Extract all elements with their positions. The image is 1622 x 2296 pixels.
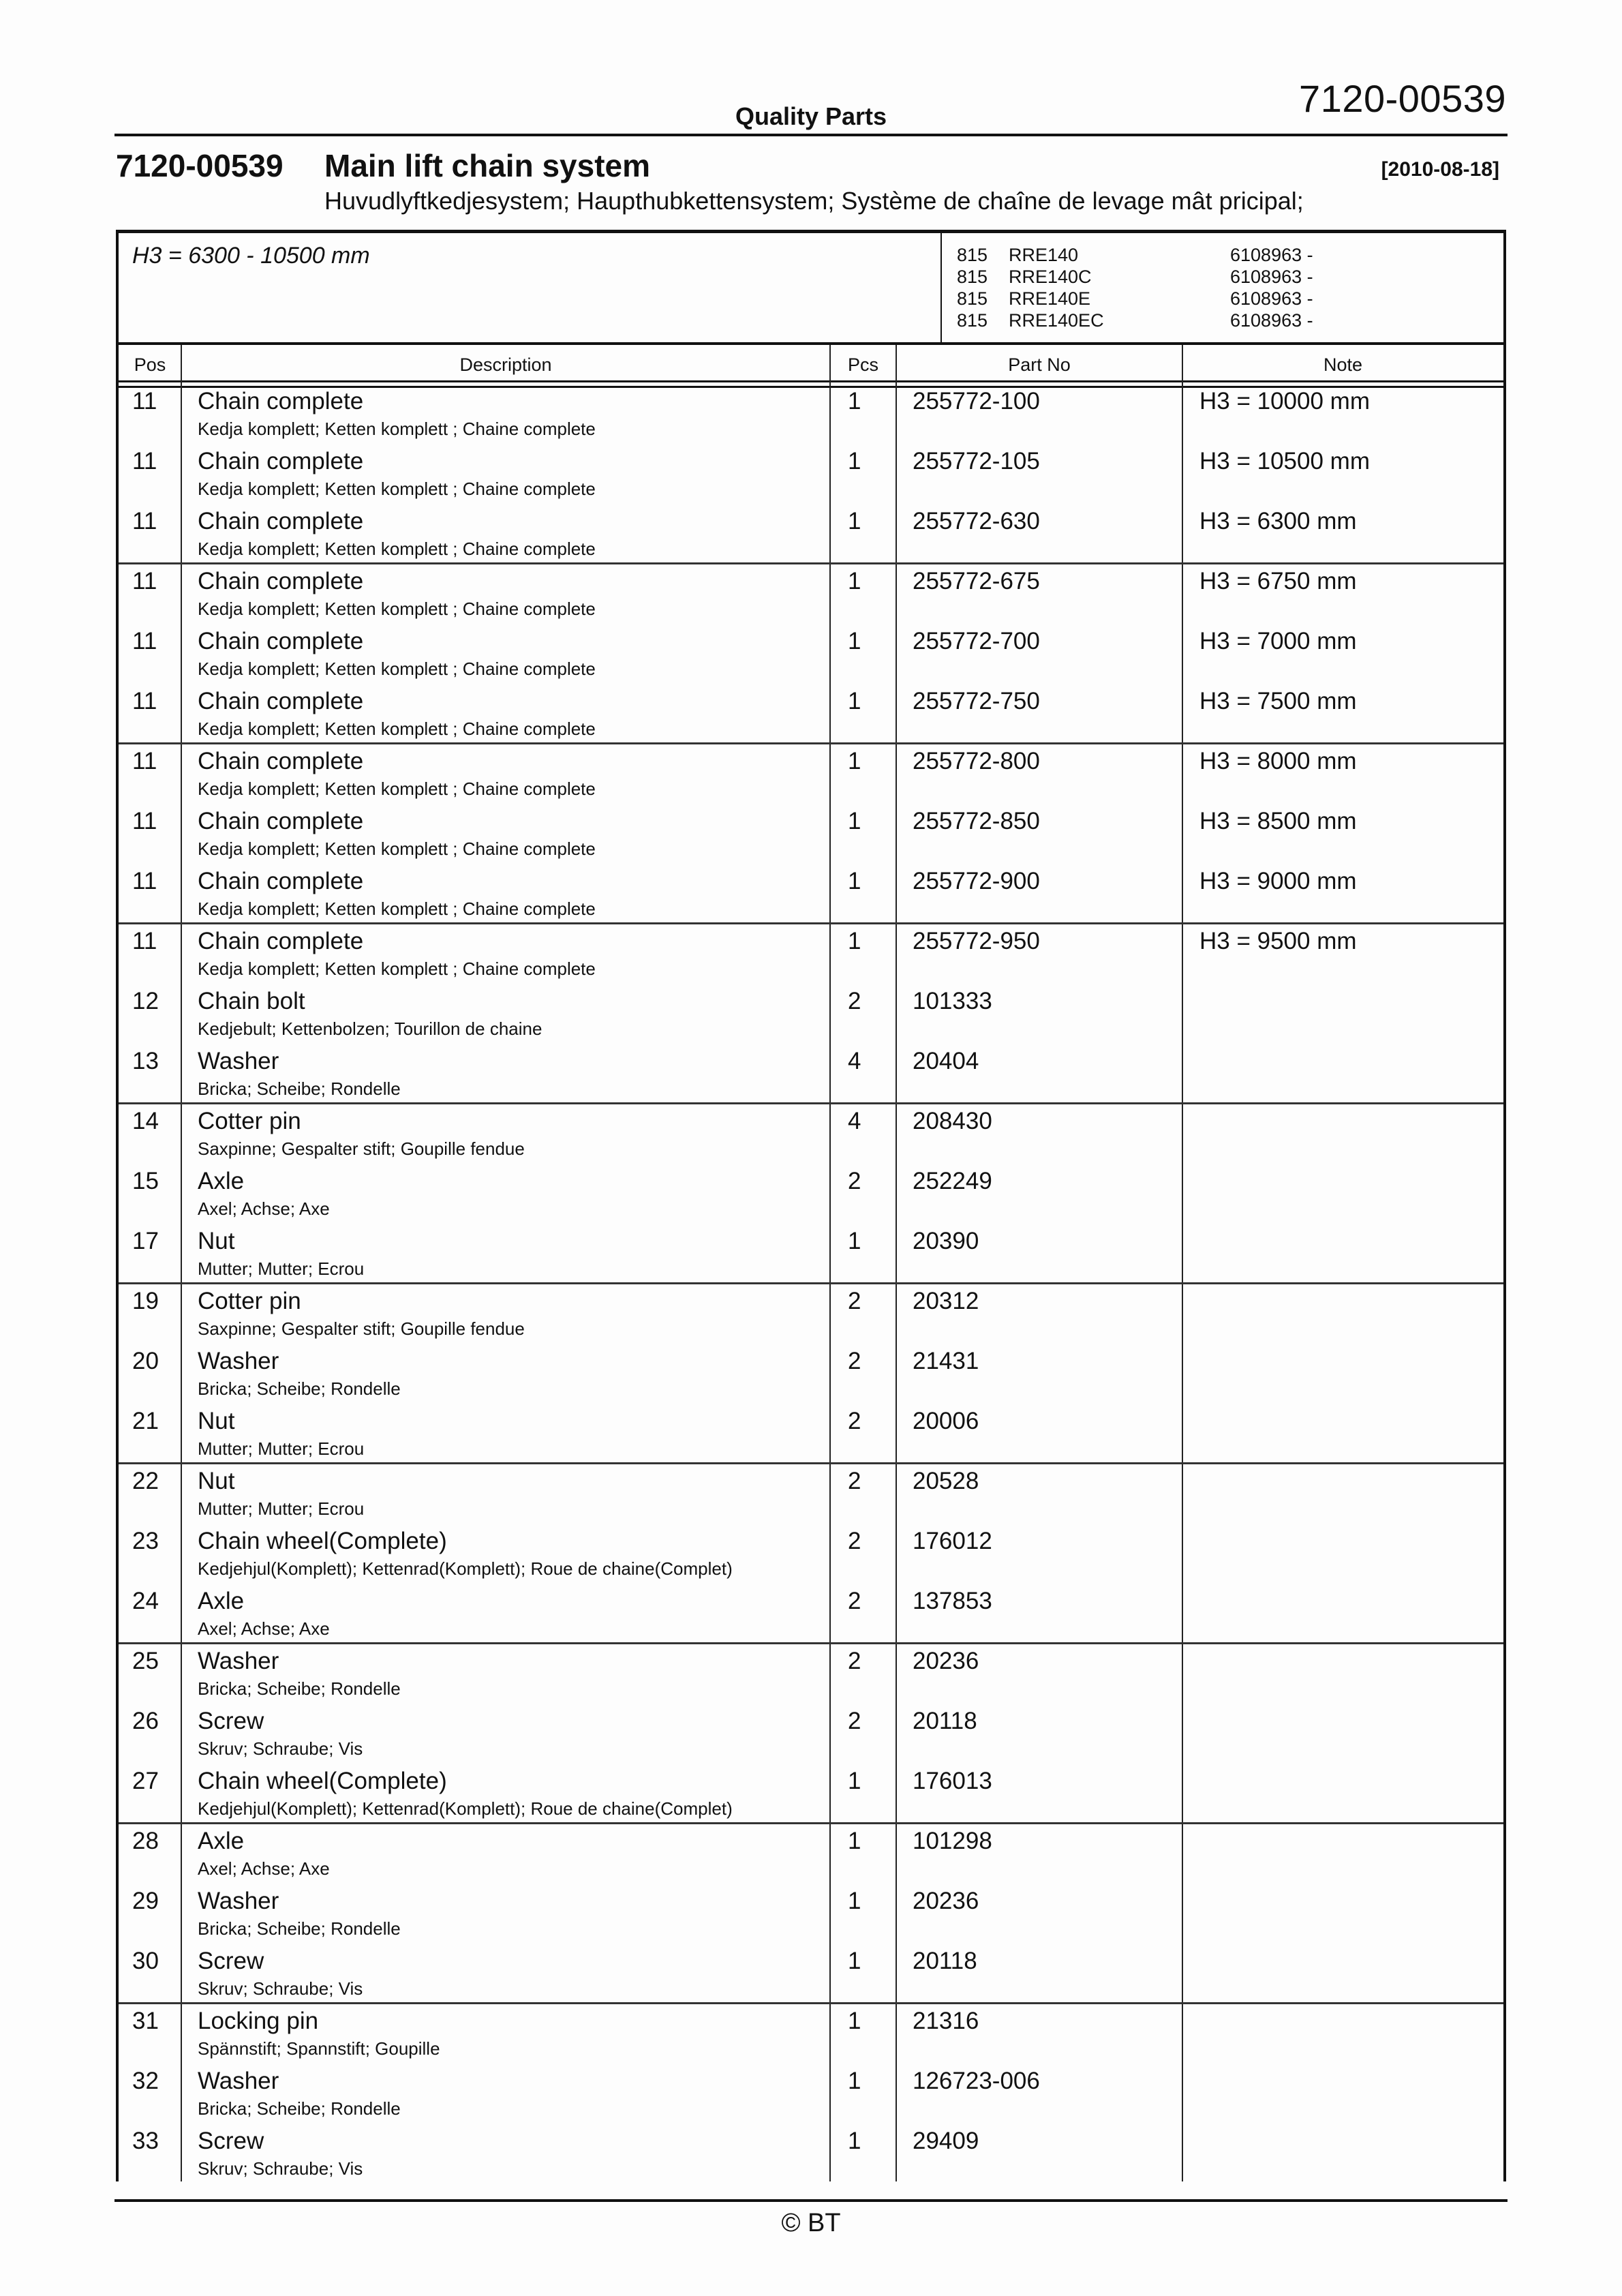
row-description: Chain complete xyxy=(198,628,364,654)
model-serial: 6108963 - xyxy=(1230,267,1313,287)
row-pcs: 1 xyxy=(848,1948,861,1974)
model-code: 815 xyxy=(957,245,988,265)
row-note: H3 = 8000 mm xyxy=(1199,748,1357,774)
row-pos: 11 xyxy=(132,388,157,414)
page-header-title: Quality Parts xyxy=(735,102,887,130)
part-title: Main lift chain system xyxy=(324,148,651,183)
table-row xyxy=(119,988,1503,1048)
row-description: Cotter pin xyxy=(198,1108,301,1134)
group-divider xyxy=(119,1282,1503,1284)
table-row xyxy=(119,748,1503,808)
row-part-no: 208430 xyxy=(913,1108,992,1134)
row-pcs: 1 xyxy=(848,2128,861,2154)
part-id: 7120-00539 xyxy=(116,148,284,183)
row-pos: 26 xyxy=(132,1708,159,1734)
row-description-translations: Mutter; Mutter; Ecrou xyxy=(198,1438,365,1459)
row-pos: 11 xyxy=(132,748,157,774)
row-description-translations: Kedja komplett; Ketten komplett ; Chaine complete xyxy=(198,659,596,679)
model-serial: 6108963 - xyxy=(1230,310,1313,331)
row-part-no: 20404 xyxy=(913,1048,979,1074)
row-pcs: 1 xyxy=(848,1228,861,1254)
row-pos: 11 xyxy=(132,808,157,834)
group-divider xyxy=(119,562,1503,564)
group-divider xyxy=(119,1822,1503,1824)
header-divider xyxy=(114,134,1508,136)
table-row xyxy=(119,1168,1503,1228)
table-row xyxy=(119,1468,1503,1528)
row-pos: 30 xyxy=(132,1948,159,1974)
row-pos: 11 xyxy=(132,688,157,714)
table-row xyxy=(119,568,1503,628)
row-part-no: 126723-006 xyxy=(913,2068,1040,2094)
row-part-no: 20236 xyxy=(913,1888,979,1914)
row-description-translations: Axel; Achse; Axe xyxy=(198,1618,330,1639)
column-header-note: Note xyxy=(1323,354,1363,375)
model-row xyxy=(957,288,1366,309)
row-description: Axle xyxy=(198,1168,245,1194)
group-divider xyxy=(119,922,1503,924)
row-note: H3 = 10500 mm xyxy=(1199,448,1370,474)
table-header-rule xyxy=(119,380,1503,382)
row-part-no: 20006 xyxy=(913,1408,979,1434)
row-pcs: 1 xyxy=(848,2068,861,2094)
row-pcs: 1 xyxy=(848,928,861,954)
row-part-no: 137853 xyxy=(913,1588,992,1614)
row-pcs: 1 xyxy=(848,688,861,714)
table-row xyxy=(119,508,1503,568)
row-description-translations: Bricka; Scheibe; Rondelle xyxy=(198,1918,401,1939)
model-serial: 6108963 - xyxy=(1230,288,1313,309)
group-divider xyxy=(119,742,1503,744)
row-pcs: 2 xyxy=(848,1168,861,1194)
row-part-no: 21316 xyxy=(913,2008,979,2034)
row-pcs: 4 xyxy=(848,1048,861,1074)
row-part-no: 255772-630 xyxy=(913,508,1040,534)
row-description-translations: Kedja komplett; Ketten komplett ; Chaine complete xyxy=(198,539,596,559)
table-row xyxy=(119,388,1503,448)
row-description-translations: Kedja komplett; Ketten komplett ; Chaine complete xyxy=(198,779,596,799)
row-pcs: 1 xyxy=(848,1768,861,1794)
row-description: Chain complete xyxy=(198,568,364,594)
row-pcs: 1 xyxy=(848,1828,861,1854)
row-pcs: 2 xyxy=(848,1288,861,1314)
row-description: Nut xyxy=(198,1468,235,1494)
row-note: H3 = 6300 mm xyxy=(1199,508,1357,534)
footer-divider xyxy=(114,2199,1508,2202)
row-description-translations: Kedja komplett; Ketten komplett ; Chaine complete xyxy=(198,419,596,439)
row-part-no: 20236 xyxy=(913,1648,979,1674)
applicability-box xyxy=(119,233,1503,342)
row-description: Chain complete xyxy=(198,508,364,534)
row-part-no: 29409 xyxy=(913,2128,979,2154)
row-part-no: 20528 xyxy=(913,1468,979,1494)
row-description: Washer xyxy=(198,1348,279,1374)
row-note: H3 = 8500 mm xyxy=(1199,808,1357,834)
row-part-no: 255772-100 xyxy=(913,388,1040,414)
row-description-translations: Mutter; Mutter; Ecrou xyxy=(198,1258,365,1279)
row-pos: 11 xyxy=(132,868,157,894)
row-pos: 28 xyxy=(132,1828,159,1854)
row-description: Chain complete xyxy=(198,448,364,474)
model-name: RRE140C xyxy=(1009,267,1092,287)
row-description-translations: Kedja komplett; Ketten komplett ; Chaine complete xyxy=(198,958,596,979)
row-pcs: 2 xyxy=(848,1408,861,1434)
group-divider xyxy=(119,2002,1503,2004)
row-description-translations: Skruv; Schraube; Vis xyxy=(198,1978,363,1999)
row-description: Chain complete xyxy=(198,388,364,414)
copyright: © BT xyxy=(781,2209,841,2237)
row-description: Screw xyxy=(198,1948,264,1974)
table-row xyxy=(119,868,1503,928)
row-pcs: 2 xyxy=(848,1648,861,1674)
row-pos: 20 xyxy=(132,1348,159,1374)
row-pos: 17 xyxy=(132,1228,159,1254)
row-part-no: 176012 xyxy=(913,1528,992,1554)
row-description: Nut xyxy=(198,1228,235,1254)
table-row xyxy=(119,1588,1503,1648)
column-header-pcs: Pcs xyxy=(847,354,878,375)
table-row xyxy=(119,1648,1503,1708)
row-description-translations: Skruv; Schraube; Vis xyxy=(198,2158,363,2179)
row-description: Chain complete xyxy=(198,748,364,774)
row-part-no: 255772-700 xyxy=(913,628,1040,654)
table-row xyxy=(119,1408,1503,1468)
row-part-no: 255772-800 xyxy=(913,748,1040,774)
model-name: RRE140EC xyxy=(1009,310,1104,331)
table-header xyxy=(119,345,1503,383)
row-pos: 24 xyxy=(132,1588,159,1614)
group-divider xyxy=(119,1462,1503,1464)
model-row xyxy=(957,266,1366,288)
row-description-translations: Bricka; Scheibe; Rondelle xyxy=(198,1078,401,1099)
row-pcs: 2 xyxy=(848,1348,861,1374)
group-divider xyxy=(119,1102,1503,1104)
row-part-no: 255772-675 xyxy=(913,568,1040,594)
row-pcs: 1 xyxy=(848,2008,861,2034)
row-pcs: 1 xyxy=(848,568,861,594)
document-number: 7120-00539 xyxy=(1299,77,1506,120)
model-name: RRE140E xyxy=(1009,288,1091,309)
row-pcs: 1 xyxy=(848,1888,861,1914)
row-description: Chain complete xyxy=(198,688,364,714)
row-description: Axle xyxy=(198,1828,245,1854)
row-description: Chain complete xyxy=(198,928,364,954)
row-part-no: 20312 xyxy=(913,1288,979,1314)
row-part-no: 20118 xyxy=(913,1708,977,1734)
row-pos: 13 xyxy=(132,1048,159,1074)
group-divider xyxy=(119,1642,1503,1644)
row-description: Washer xyxy=(198,1048,279,1074)
row-note: H3 = 6750 mm xyxy=(1199,568,1357,594)
row-description: Chain complete xyxy=(198,808,364,834)
row-pos: 11 xyxy=(132,568,157,594)
row-description-translations: Kedja komplett; Ketten komplett ; Chaine complete xyxy=(198,479,596,499)
model-name: RRE140 xyxy=(1009,245,1079,265)
row-note: H3 = 9000 mm xyxy=(1199,868,1357,894)
table-row xyxy=(119,1048,1503,1108)
part-subtitle-translations: Huvudlyftkedjesystem; Haupthubkettensystem; Système de chaîne de levage mât pricipal; xyxy=(324,187,1304,215)
row-pos: 23 xyxy=(132,1528,159,1554)
row-description: Washer xyxy=(198,1888,279,1914)
height-condition: H3 = 6300 - 10500 mm xyxy=(132,243,370,269)
row-description: Chain wheel(Complete) xyxy=(198,1528,447,1554)
row-pos: 27 xyxy=(132,1768,159,1794)
row-description: Cotter pin xyxy=(198,1288,301,1314)
row-description-translations: Kedja komplett; Ketten komplett ; Chaine complete xyxy=(198,898,596,919)
row-description-translations: Bricka; Scheibe; Rondelle xyxy=(198,1678,401,1699)
model-row xyxy=(957,244,1366,266)
row-description: Screw xyxy=(198,2128,264,2154)
table-row xyxy=(119,1708,1503,1768)
column-header-description: Description xyxy=(459,354,552,375)
model-row xyxy=(957,309,1366,331)
row-description-translations: Bricka; Scheibe; Rondelle xyxy=(198,2098,401,2119)
table-row xyxy=(119,1768,1503,1828)
row-part-no: 252249 xyxy=(913,1168,992,1194)
row-description-translations: Kedjehjul(Komplett); Kettenrad(Komplett); Roue de chaine(Complet) xyxy=(198,1798,733,1819)
row-pos: 21 xyxy=(132,1408,159,1434)
row-pos: 33 xyxy=(132,2128,159,2154)
row-part-no: 20390 xyxy=(913,1228,979,1254)
info-divider xyxy=(940,233,942,342)
row-description: Chain wheel(Complete) xyxy=(198,1768,447,1794)
row-description-translations: Saxpinne; Gespalter stift; Goupille fendue xyxy=(198,1138,525,1159)
row-description: Nut xyxy=(198,1408,235,1434)
table-row xyxy=(119,448,1503,508)
table-row xyxy=(119,1888,1503,1948)
row-description-translations: Kedja komplett; Ketten komplett ; Chaine complete xyxy=(198,599,596,619)
row-pcs: 1 xyxy=(848,628,861,654)
column-header-pos: Pos xyxy=(134,354,166,375)
column-header-part-no: Part No xyxy=(1008,354,1071,375)
row-description-translations: Spännstift; Spannstift; Goupille xyxy=(198,2038,440,2059)
model-list xyxy=(957,244,1366,331)
row-part-no: 255772-105 xyxy=(913,448,1040,474)
row-pcs: 1 xyxy=(848,808,861,834)
row-pos: 32 xyxy=(132,2068,159,2094)
row-description-translations: Mutter; Mutter; Ecrou xyxy=(198,1498,365,1519)
row-description-translations: Skruv; Schraube; Vis xyxy=(198,1738,363,1759)
table-row xyxy=(119,628,1503,688)
row-pos: 14 xyxy=(132,1108,159,1134)
row-description-translations: Saxpinne; Gespalter stift; Goupille fendue xyxy=(198,1318,525,1339)
table-row xyxy=(119,1348,1503,1408)
table-row xyxy=(119,2068,1503,2128)
model-code: 815 xyxy=(957,267,988,287)
row-part-no: 176013 xyxy=(913,1768,992,1794)
row-description-translations: Axel; Achse; Axe xyxy=(198,1198,330,1219)
row-description: Washer xyxy=(198,1648,279,1674)
row-pos: 12 xyxy=(132,988,159,1014)
row-part-no: 101333 xyxy=(913,988,992,1014)
row-note: H3 = 9500 mm xyxy=(1199,928,1357,954)
row-pos: 11 xyxy=(132,628,157,654)
table-row xyxy=(119,1108,1503,1168)
row-pcs: 2 xyxy=(848,988,861,1014)
row-description: Screw xyxy=(198,1708,264,1734)
row-part-no: 20118 xyxy=(913,1948,977,1974)
table-row xyxy=(119,2128,1503,2188)
row-part-no: 101298 xyxy=(913,1828,992,1854)
table-row xyxy=(119,1288,1503,1348)
row-pos: 19 xyxy=(132,1288,159,1314)
row-pos: 11 xyxy=(132,448,157,474)
row-pcs: 2 xyxy=(848,1708,861,1734)
table-row xyxy=(119,2008,1503,2068)
row-note: H3 = 7500 mm xyxy=(1199,688,1357,714)
row-part-no: 21431 xyxy=(913,1348,979,1374)
row-description: Chain complete xyxy=(198,868,364,894)
row-description: Axle xyxy=(198,1588,245,1614)
model-serial: 6108963 - xyxy=(1230,245,1313,265)
row-part-no: 255772-950 xyxy=(913,928,1040,954)
row-pos: 15 xyxy=(132,1168,159,1194)
row-description-translations: Kedjebult; Kettenbolzen; Tourillon de chaine xyxy=(198,1018,542,1039)
row-part-no: 255772-850 xyxy=(913,808,1040,834)
row-description-translations: Kedjehjul(Komplett); Kettenrad(Komplett); Roue de chaine(Complet) xyxy=(198,1558,733,1579)
row-part-no: 255772-750 xyxy=(913,688,1040,714)
table-row xyxy=(119,808,1503,868)
row-description-translations: Axel; Achse; Axe xyxy=(198,1858,330,1879)
row-pos: 29 xyxy=(132,1888,159,1914)
row-description: Chain bolt xyxy=(198,988,305,1014)
row-pos: 25 xyxy=(132,1648,159,1674)
model-code: 815 xyxy=(957,288,988,309)
table-row xyxy=(119,1228,1503,1288)
table-row xyxy=(119,1828,1503,1888)
row-description: Washer xyxy=(198,2068,279,2094)
table-row xyxy=(119,1948,1503,2008)
row-description-translations: Kedja komplett; Ketten komplett ; Chaine complete xyxy=(198,839,596,859)
row-pcs: 4 xyxy=(848,1108,861,1134)
row-description: Locking pin xyxy=(198,2008,319,2034)
table-row xyxy=(119,1528,1503,1588)
row-pcs: 1 xyxy=(848,748,861,774)
row-pcs: 1 xyxy=(848,388,861,414)
row-pcs: 1 xyxy=(848,448,861,474)
row-note: H3 = 7000 mm xyxy=(1199,628,1357,654)
model-code: 815 xyxy=(957,310,988,331)
row-pos: 31 xyxy=(132,2008,159,2034)
row-pcs: 2 xyxy=(848,1528,861,1554)
row-pcs: 1 xyxy=(848,868,861,894)
part-date: [2010-08-18] xyxy=(1381,158,1499,181)
row-pcs: 2 xyxy=(848,1588,861,1614)
table-row xyxy=(119,688,1503,748)
row-pcs: 2 xyxy=(848,1468,861,1494)
row-description-translations: Bricka; Scheibe; Rondelle xyxy=(198,1378,401,1399)
row-part-no: 255772-900 xyxy=(913,868,1040,894)
row-pos: 11 xyxy=(132,928,157,954)
row-description-translations: Kedja komplett; Ketten komplett ; Chaine complete xyxy=(198,719,596,739)
table-row xyxy=(119,928,1503,988)
row-pcs: 1 xyxy=(848,508,861,534)
row-pos: 11 xyxy=(132,508,157,534)
row-note: H3 = 10000 mm xyxy=(1199,388,1370,414)
row-pos: 22 xyxy=(132,1468,159,1494)
